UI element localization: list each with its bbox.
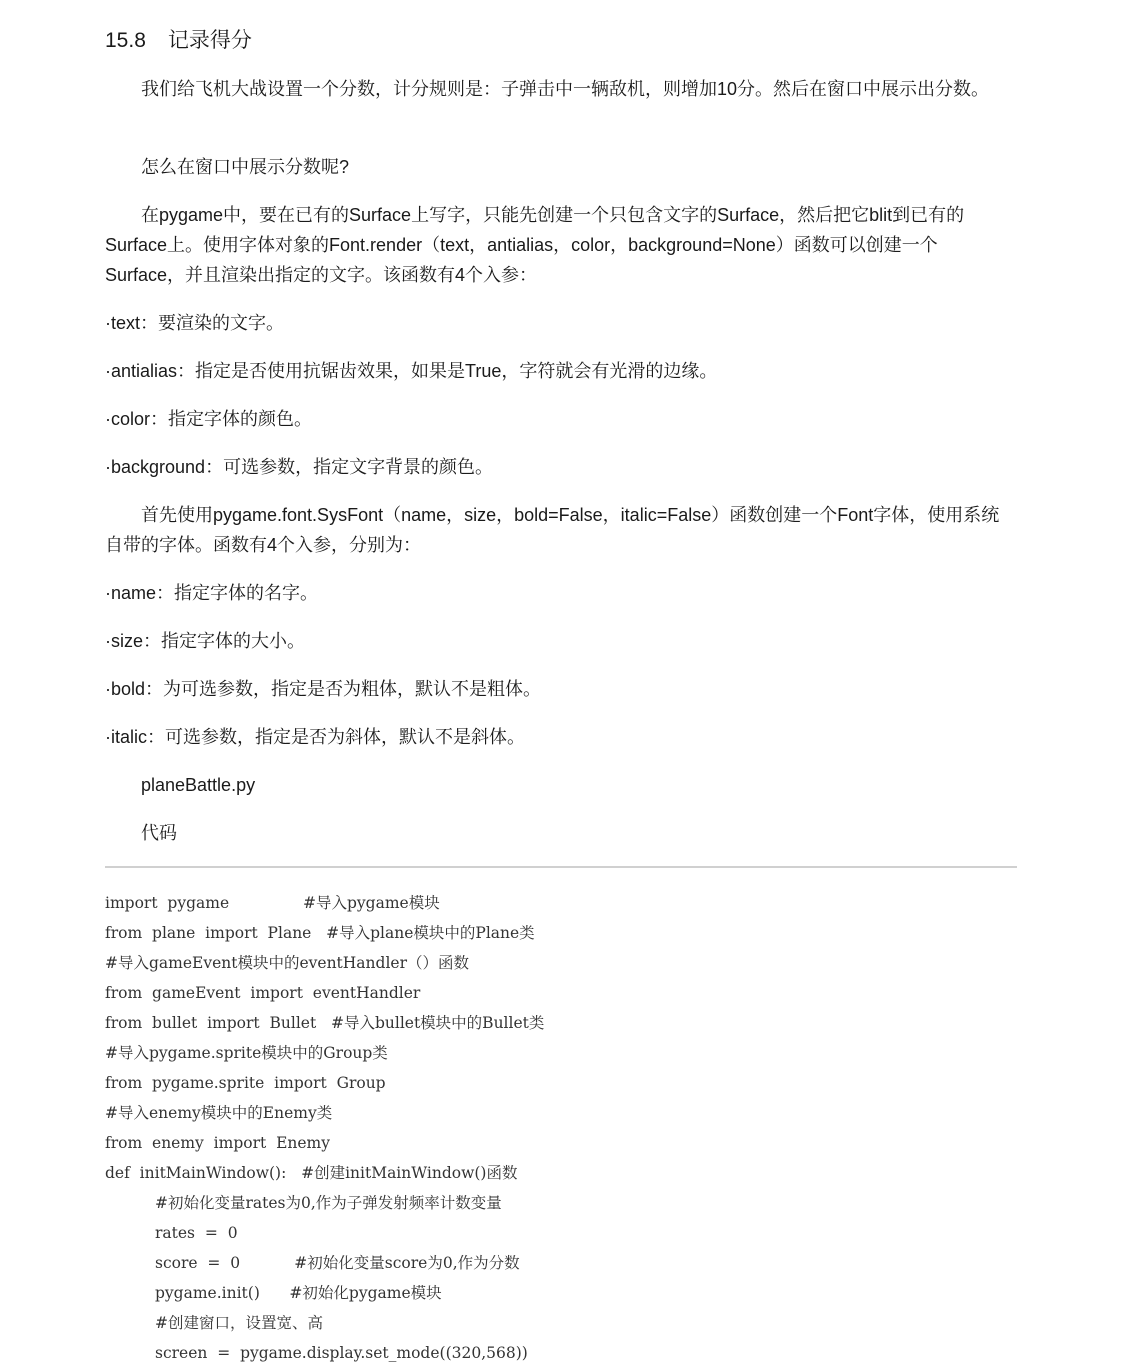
code-line: screen = pygame.display.set_mode((320,568)) [155, 1344, 528, 1362]
param-text-item: ·text：要渲染的文字。 [105, 313, 285, 333]
section-heading [105, 24, 252, 54]
code-line: from pygame.sprite import Group [105, 1074, 386, 1092]
param-antialias-item: ·antialias：指定是否使用抗锯齿效果，如果是True，字符就会有光滑的边缘。 [105, 361, 718, 381]
code-line: import pygame #导入pygame模块 [105, 894, 440, 912]
section-title: 记录得分 [167, 29, 252, 52]
code-divider [105, 866, 1017, 868]
param-background-item: ·background：可选参数，指定文字背景的颜色。 [105, 457, 494, 477]
param-bold-item: ·bold：为可选参数，指定是否为粗体，默认不是粗体。 [105, 679, 542, 699]
sysfont-paragraph: 首先使用pygame.font.SysFont（name，size，bold=False，italic=False）函数创建一个Font字体，使用系统自带的字体。函数有4个入参，分别为： [105, 505, 1000, 555]
code-line: def initMainWindow(): #创建initMainWindow()函数 [105, 1164, 518, 1182]
param-name-item: ·name：指定字体的名字。 [105, 583, 319, 603]
code-line: pygame.init() #初始化pygame模块 [155, 1284, 442, 1302]
filename-label: planeBattle.py [141, 775, 256, 795]
code-line: from gameEvent import eventHandler [105, 984, 421, 1002]
code-line: #初始化变量rates为0,作为子弹发射频率计数变量 [155, 1194, 502, 1212]
section-number: 15.8 [105, 29, 146, 52]
font-render-paragraph: 在pygame中，要在已有的Surface上写字，只能先创建一个只包含文字的Surface，然后把它blit到已有的Surface上。使用字体对象的Font.render（text，antialias，color，background=None）函数可以创建一个Surface，并且渲染出指定的文字。该函数有4个入参： [105, 205, 965, 285]
code-block [105, 888, 1017, 1368]
param-color-item: ·color：指定字体的颜色。 [105, 409, 313, 429]
param-size-item: ·size：指定字体的大小。 [105, 631, 306, 651]
code-line: rates = 0 [155, 1224, 238, 1242]
code-line: #导入enemy模块中的Enemy类 [105, 1104, 333, 1122]
code-line: score = 0 #初始化变量score为0,作为分数 [155, 1254, 520, 1272]
code-line: from plane import Plane #导入plane模块中的Plane类 [105, 924, 535, 942]
code-line: #导入pygame.sprite模块中的Group类 [105, 1044, 388, 1062]
code-label: 代码 [141, 823, 177, 843]
code-line: #导入gameEvent模块中的eventHandler（）函数 [105, 954, 469, 972]
code-line: from enemy import Enemy [105, 1134, 330, 1152]
code-line: #创建窗口，设置宽、高 [155, 1314, 323, 1332]
param-italic-item: ·italic：可选参数，指定是否为斜体，默认不是斜体。 [105, 727, 526, 747]
intro-paragraph: 我们给飞机大战设置一个分数，计分规则是：子弹击中一辆敌机，则增加10分。然后在窗口中展示出分数。 [141, 79, 990, 99]
question-paragraph: 怎么在窗口中展示分数呢? [141, 157, 350, 177]
code-line: from bullet import Bullet #导入bullet模块中的Bullet类 [105, 1014, 545, 1032]
